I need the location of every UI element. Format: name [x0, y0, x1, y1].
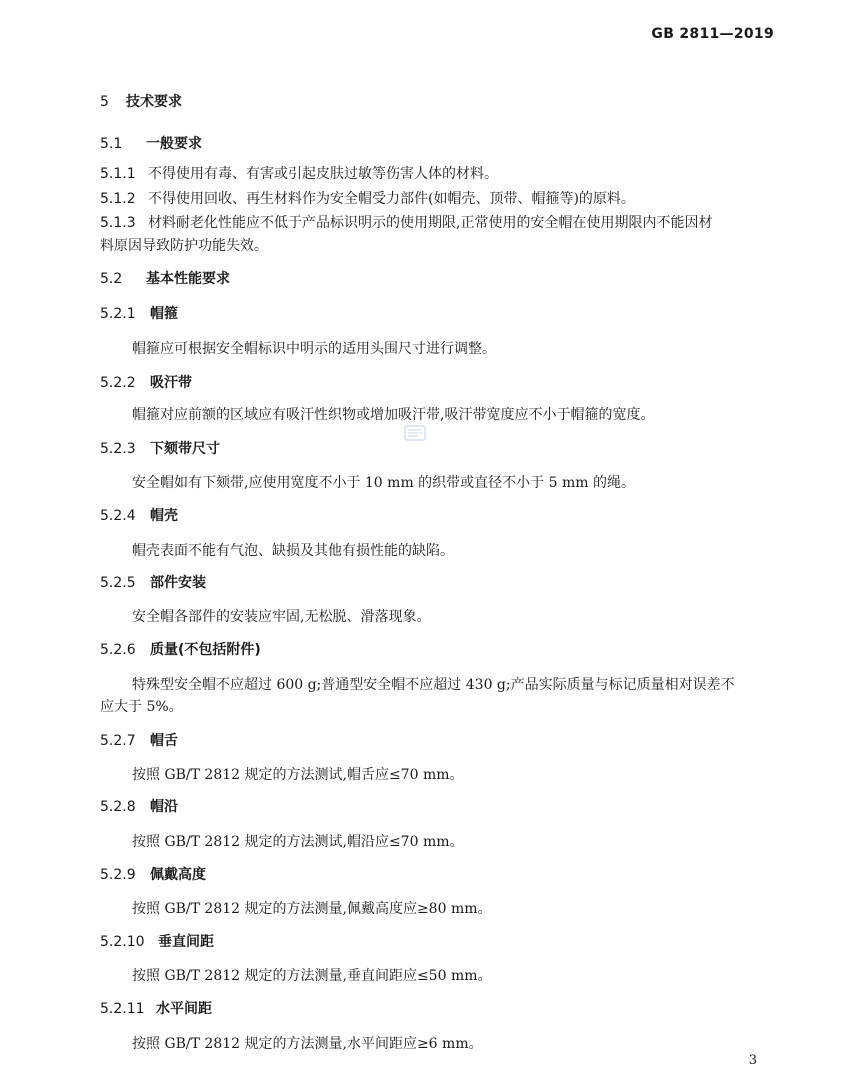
clause-number: 5.2.9: [100, 867, 136, 883]
clause-text-line2: 料原因导致防护功能失效。: [100, 238, 268, 254]
clause-5-2-11-heading: [100, 999, 212, 1019]
clause-5-2-6-body-line2: 应大于 5%。: [100, 699, 183, 715]
clause-title: 下颏带尺寸: [150, 441, 220, 457]
section-number: 5: [100, 94, 109, 110]
clause-5-2-5-heading: [100, 573, 206, 593]
clause-5-2-6-heading: [100, 640, 261, 660]
clause-5-2-9-body: 按照 GB/T 2812 规定的方法测量,佩戴高度应≥80 mm。: [132, 901, 492, 917]
clause-number: 5.2.3: [100, 441, 136, 457]
section-5-2-heading: [100, 269, 230, 289]
clause-5-2-1-heading: [100, 304, 178, 324]
watermark-logo-icon: [404, 425, 426, 441]
clause-5-2-10-heading: [100, 932, 214, 952]
page-number: 3: [748, 1053, 757, 1068]
section-5-heading: [100, 92, 182, 112]
clause-number: 5.2.6: [100, 642, 136, 658]
clause-5-2-6-body-line1: 特殊型安全帽不应超过 600 g;普通型安全帽不应超过 430 g;产品实际质量与标记质量相对误差不: [132, 677, 735, 693]
section-title: 基本性能要求: [146, 271, 230, 287]
section-title: 一般要求: [146, 136, 202, 152]
clause-5-2-7-body: 按照 GB/T 2812 规定的方法测试,帽舌应≤70 mm。: [132, 767, 464, 783]
clause-number: 5.1.2: [100, 191, 136, 207]
clause-number: 5.2.1: [100, 306, 136, 322]
clause-5-2-5-body: 安全帽各部件的安装应牢固,无松脱、滑落现象。: [132, 609, 431, 625]
clause-text: 不得使用回收、再生材料作为安全帽受力部件(如帽壳、顶带、帽箍等)的原料。: [148, 191, 635, 207]
clause-title: 帽箍: [150, 306, 178, 322]
clause-title: 垂直间距: [158, 934, 214, 950]
clause-number: 5.2.4: [100, 508, 136, 524]
clause-5-2-3-body: 安全帽如有下颏带,应使用宽度不小于 10 mm 的织带或直径不小于 5 mm 的绳。: [132, 475, 635, 491]
clause-5-1-2: [100, 189, 635, 209]
clause-5-2-11-body: 按照 GB/T 2812 规定的方法测量,水平间距应≥6 mm。: [132, 1036, 483, 1052]
clause-title: 水平间距: [156, 1001, 212, 1017]
section-number: 5.2: [100, 271, 123, 287]
clause-number: 5.2.2: [100, 375, 136, 391]
clause-5-2-8-heading: [100, 797, 178, 817]
clause-5-2-4-heading: [100, 506, 178, 526]
clause-title: 帽沿: [150, 799, 178, 815]
clause-5-2-1-body: 帽箍应可根据安全帽标识中明示的适用头围尺寸进行调整。: [132, 341, 496, 357]
section-number: 5.1: [100, 136, 123, 152]
clause-title: 部件安装: [150, 575, 206, 591]
clause-number: 5.2.10: [100, 934, 145, 950]
clause-5-1-3: [100, 213, 712, 233]
clause-title: 吸汗带: [150, 375, 192, 391]
clause-5-2-2-body: 帽箍对应前额的区域应有吸汗性织物或增加吸汗带,吸汗带宽度应不小于帽箍的宽度。: [132, 407, 655, 423]
clause-5-2-8-body: 按照 GB/T 2812 规定的方法测试,帽沿应≤70 mm。: [132, 834, 464, 850]
clause-5-2-2-heading: [100, 373, 192, 393]
clause-text-line1: 材料耐老化性能应不低于产品标识明示的使用期限,正常使用的安全帽在使用期限内不能因材: [148, 215, 713, 231]
standard-code: GB 2811—2019: [651, 26, 774, 42]
clause-5-2-7-heading: [100, 731, 178, 751]
clause-title: 帽壳: [150, 508, 178, 524]
clause-title: 帽舌: [150, 733, 178, 749]
clause-5-2-4-body: 帽壳表面不能有气泡、缺损及其他有损性能的缺陷。: [132, 543, 454, 559]
clause-number: 5.2.5: [100, 575, 136, 591]
clause-5-2-3-heading: [100, 439, 220, 459]
clause-number: 5.1.1: [100, 166, 136, 182]
clause-5-2-9-heading: [100, 865, 206, 885]
clause-number: 5.2.11: [100, 1001, 145, 1017]
section-5-1-heading: [100, 134, 202, 154]
clause-text: 不得使用有毒、有害或引起皮肤过敏等伤害人体的材料。: [148, 166, 498, 182]
clause-title: 佩戴高度: [150, 867, 206, 883]
clause-5-1-1: [100, 164, 498, 184]
clause-number: 5.2.7: [100, 733, 136, 749]
section-title: 技术要求: [126, 94, 182, 110]
clause-5-2-10-body: 按照 GB/T 2812 规定的方法测量,垂直间距应≤50 mm。: [132, 968, 492, 984]
clause-title: 质量(不包括附件): [150, 642, 261, 658]
clause-number: 5.2.8: [100, 799, 136, 815]
clause-number: 5.1.3: [100, 215, 136, 231]
